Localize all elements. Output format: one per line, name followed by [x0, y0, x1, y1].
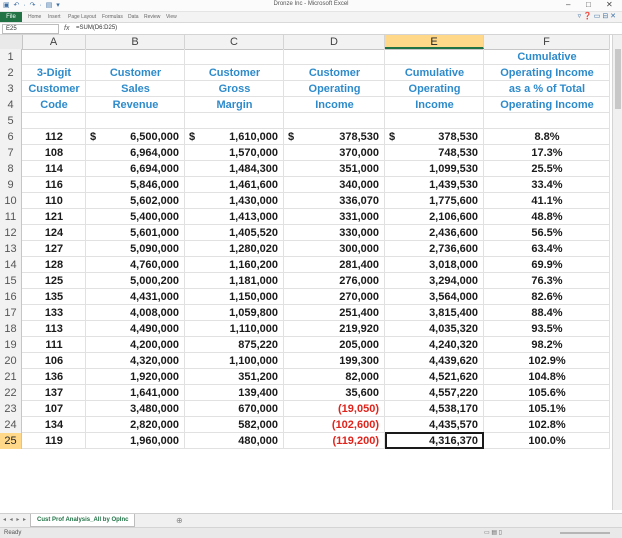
operating-income-cell[interactable]: 336,070 [339, 195, 379, 207]
new-sheet-icon[interactable]: ⊕ [176, 516, 183, 525]
customer-code-cell[interactable]: 134 [44, 419, 64, 431]
sheet-row [0, 289, 610, 305]
header-cell-a[interactable] [22, 49, 86, 65]
cumulative-income-cell[interactable]: 3,294,000 [429, 275, 478, 287]
sheet-row [0, 385, 610, 401]
sheet-row [0, 65, 610, 81]
cumulative-income-cell[interactable]: 3,018,000 [429, 259, 478, 271]
header-cell-a[interactable]: 3-Digit [36, 67, 72, 79]
column-header-f[interactable]: F [484, 35, 610, 49]
cumulative-income-cell[interactable]: 4,240,320 [429, 339, 478, 351]
header-cell-a[interactable]: Code [40, 99, 68, 111]
formula-input[interactable]: =SUM(D6:D25) [76, 25, 118, 31]
customer-code-cell[interactable]: 136 [44, 371, 64, 383]
cumulative-income-cell[interactable]: 2,106,600 [429, 211, 478, 223]
quick-access-toolbar[interactable]: ▣ ↶ · ↷ · ▤ ▾ [3, 2, 61, 9]
cumulative-pct-cell[interactable]: 82.6% [531, 291, 563, 303]
customer-code-cell[interactable]: 121 [44, 211, 64, 223]
gross-margin-cell[interactable]: 875,220 [238, 339, 278, 351]
operating-income-cell[interactable]: (19,050) [338, 403, 379, 415]
sales-revenue-cell[interactable]: 1,641,000 [130, 387, 179, 399]
tab-page-layout[interactable]: Page Layout [68, 14, 97, 20]
cumulative-income-cell[interactable]: 4,435,570 [429, 419, 478, 431]
column-header-d[interactable]: D [284, 35, 385, 49]
gross-margin-cell[interactable]: 1,405,520 [229, 227, 278, 239]
row-header[interactable]: 1 [0, 49, 22, 65]
sheet-row [0, 241, 610, 257]
tab-insert[interactable]: Insert [48, 14, 61, 20]
cumulative-pct-cell[interactable]: 98.2% [531, 339, 563, 351]
ribbon-tabs [0, 12, 622, 23]
cumulative-pct-cell[interactable]: 102.8% [528, 419, 566, 431]
cumulative-pct-cell[interactable]: 104.8% [528, 371, 566, 383]
operating-income-cell[interactable]: 340,000 [339, 179, 379, 191]
row-header[interactable]: 16 [0, 289, 22, 305]
gross-margin-cell[interactable]: 1,100,000 [229, 355, 278, 367]
row-header[interactable]: 13 [0, 241, 22, 257]
header-cell-e[interactable]: Operating [408, 83, 461, 95]
cumulative-pct-cell[interactable]: 56.5% [531, 227, 563, 239]
sheet-row [0, 177, 610, 193]
cumulative-pct-cell[interactable]: 63.4% [531, 243, 563, 255]
gross-margin-cell[interactable]: 1,150,000 [229, 291, 278, 303]
row-header[interactable]: 7 [0, 145, 22, 161]
header-cell-d[interactable]: Operating [308, 83, 361, 95]
scrollbar-thumb[interactable] [615, 49, 621, 109]
customer-code-cell[interactable]: 124 [44, 227, 64, 239]
gross-margin-cell[interactable]: 1,430,000 [229, 195, 278, 207]
sales-revenue-cell[interactable]: 4,200,000 [130, 339, 179, 351]
header-cell-e[interactable]: Income [415, 99, 454, 111]
sales-revenue-cell[interactable]: 4,490,000 [130, 323, 179, 335]
gross-margin-cell[interactable] [185, 129, 284, 145]
customer-code-cell[interactable]: 125 [44, 275, 64, 287]
sales-revenue-cell[interactable]: 5,000,200 [130, 275, 179, 287]
sheet-row [0, 145, 610, 161]
cell-value: 378,530 [339, 131, 379, 143]
sales-revenue-cell[interactable]: 1,920,000 [130, 371, 179, 383]
operating-income-cell[interactable]: 199,300 [339, 355, 379, 367]
header-cell-a[interactable]: Customer [28, 83, 80, 95]
gross-margin-cell[interactable]: 351,200 [238, 371, 278, 383]
cumulative-income-cell[interactable]: 1,439,530 [429, 179, 478, 191]
sales-revenue-cell[interactable]: 1,960,000 [130, 435, 179, 447]
currency-symbol: $ [189, 131, 196, 143]
cumulative-pct-cell[interactable]: 41.1% [531, 195, 563, 207]
cumulative-income-cell[interactable]: 4,316,370 [429, 435, 478, 447]
row-header[interactable]: 17 [0, 305, 22, 321]
row-header[interactable]: 14 [0, 257, 22, 273]
sheet-row [0, 97, 610, 113]
cumulative-pct-cell[interactable]: 33.4% [531, 179, 563, 191]
row-header[interactable]: 8 [0, 161, 22, 177]
cumulative-income-cell[interactable]: 3,564,000 [429, 291, 478, 303]
column-header-c[interactable]: C [185, 35, 284, 49]
operating-income-cell[interactable]: (102,600) [331, 419, 379, 431]
row-header[interactable]: 15 [0, 273, 22, 289]
cumulative-income-cell[interactable]: 1,099,530 [429, 163, 478, 175]
gross-margin-cell[interactable]: 1,461,600 [229, 179, 278, 191]
title-bar [0, 0, 622, 12]
sales-revenue-cell[interactable]: 4,760,000 [130, 259, 179, 271]
row-header[interactable]: 25 [0, 433, 22, 449]
operating-income-cell[interactable]: 370,000 [339, 147, 379, 159]
customer-code-cell[interactable]: 110 [45, 195, 63, 207]
formula-bar [0, 23, 622, 35]
status-text: Ready [4, 530, 22, 536]
column-header-b[interactable]: B [86, 35, 185, 49]
sales-revenue-cell[interactable]: 4,008,000 [130, 307, 179, 319]
header-cell-e[interactable] [385, 49, 484, 65]
cumulative-pct-cell[interactable]: 17.3% [531, 147, 563, 159]
sheet-row [0, 161, 610, 177]
customer-code-cell[interactable]: 128 [44, 259, 64, 271]
customer-code-cell[interactable]: 112 [45, 131, 63, 143]
cumulative-income-cell[interactable]: 4,439,620 [429, 355, 478, 367]
operating-income-cell[interactable]: (119,200) [332, 435, 379, 447]
operating-income-cell[interactable]: 281,400 [339, 259, 379, 271]
sales-revenue-cell[interactable]: 5,601,000 [130, 227, 179, 239]
sheet-row [0, 369, 610, 385]
operating-income-cell[interactable] [284, 129, 385, 145]
cumulative-pct-cell[interactable]: 93.5% [531, 323, 563, 335]
operating-income-cell[interactable]: 351,000 [339, 163, 379, 175]
gross-margin-cell[interactable]: 1,059,800 [229, 307, 278, 319]
header-cell-c[interactable]: Gross [218, 83, 251, 95]
operating-income-cell[interactable]: 219,920 [339, 323, 379, 335]
customer-code-cell[interactable]: 107 [44, 403, 64, 415]
header-cell-f[interactable]: Cumulative [517, 51, 577, 63]
customer-code-cell[interactable]: 113 [45, 323, 63, 335]
operating-income-cell[interactable]: 276,000 [339, 275, 379, 287]
tab-data[interactable]: Data [128, 14, 139, 20]
currency-symbol: $ [389, 131, 396, 143]
customer-code-cell[interactable]: 137 [44, 387, 64, 399]
cumulative-pct-cell[interactable]: 48.8% [531, 211, 563, 223]
cumulative-pct-cell[interactable]: 88.4% [531, 307, 563, 319]
header-cell-d[interactable]: Income [315, 99, 354, 111]
cumulative-pct-cell[interactable]: 8.8% [534, 131, 560, 143]
cumulative-pct-cell[interactable]: 69.9% [531, 259, 563, 271]
select-all-corner[interactable] [0, 35, 23, 49]
customer-code-cell[interactable]: 106 [44, 355, 64, 367]
sheet-row [0, 225, 610, 241]
gross-margin-cell[interactable]: 480,000 [238, 435, 278, 447]
cumulative-income-cell[interactable]: 748,530 [438, 147, 478, 159]
sales-revenue-cell[interactable]: 6,694,000 [130, 163, 179, 175]
operating-income-cell[interactable]: 205,000 [339, 339, 379, 351]
maximize-button[interactable]: □ [586, 0, 591, 9]
row-header[interactable]: 11 [0, 209, 22, 225]
zoom-slider[interactable] [560, 532, 610, 534]
operating-income-cell[interactable]: 331,000 [339, 211, 379, 223]
row-header[interactable]: 19 [0, 337, 22, 353]
gross-margin-cell[interactable]: 1,570,000 [229, 147, 278, 159]
row-header[interactable]: 4 [0, 97, 22, 113]
gross-margin-cell[interactable]: 139,400 [238, 387, 278, 399]
operating-income-cell[interactable]: 330,000 [339, 227, 379, 239]
help-icon[interactable]: ▿ ❓ ▭ ⊟ ✕ [577, 13, 616, 20]
sheet-row [0, 337, 610, 353]
row-header[interactable]: 21 [0, 369, 22, 385]
sheet-row [0, 273, 610, 289]
sheet-row [0, 193, 610, 209]
name-box[interactable]: E25 [2, 24, 59, 34]
sales-revenue-cell[interactable]: 2,820,000 [130, 419, 179, 431]
row-header[interactable]: 20 [0, 353, 22, 369]
view-buttons[interactable]: ▭ ▤ ▯ [484, 530, 502, 536]
column-header-bar [0, 35, 610, 50]
header-cell-c[interactable]: Customer [208, 67, 261, 79]
row-header[interactable]: 12 [0, 225, 22, 241]
cumulative-pct-cell[interactable]: 100.0% [528, 435, 566, 447]
tab-formulas[interactable]: Formulas [102, 14, 123, 20]
row-header[interactable]: 6 [0, 129, 22, 145]
sales-revenue-cell[interactable]: 3,480,000 [130, 403, 179, 415]
file-tab[interactable]: File [0, 12, 22, 22]
cumulative-income-cell[interactable] [385, 129, 484, 145]
tab-view[interactable]: View [166, 14, 177, 20]
sheet-row [0, 401, 610, 417]
header-cell-e[interactable]: Cumulative [404, 67, 465, 79]
gross-margin-cell[interactable]: 1,280,020 [229, 243, 278, 255]
gross-margin-cell[interactable]: 582,000 [238, 419, 278, 431]
sheet-tab-bar [0, 513, 622, 527]
customer-code-cell[interactable]: 119 [45, 435, 63, 447]
header-cell-c[interactable]: Margin [216, 99, 253, 111]
sheet-nav-arrows[interactable]: ◂ ◂ ▸ ▸ [3, 517, 28, 523]
cumulative-income-cell[interactable]: 2,436,600 [429, 227, 478, 239]
sales-revenue-cell[interactable] [86, 129, 185, 145]
sheet-row [0, 433, 610, 449]
header-cell-b[interactable] [86, 49, 185, 65]
sheet-row [0, 129, 610, 145]
header-cell-b[interactable]: Sales [121, 83, 150, 95]
cell-value: 1,610,000 [229, 131, 278, 143]
sheet-row [0, 257, 610, 273]
operating-income-cell[interactable]: 270,000 [339, 291, 379, 303]
vertical-scrollbar[interactable] [612, 35, 622, 510]
sheet-row [0, 49, 610, 65]
gross-margin-cell[interactable]: 1,484,300 [229, 163, 278, 175]
row-header[interactable]: 2 [0, 65, 22, 81]
cumulative-income-cell[interactable]: 1,775,600 [429, 195, 478, 207]
customer-code-cell[interactable]: 111 [45, 339, 63, 351]
header-cell-f[interactable]: as a % of Total [508, 83, 586, 95]
row-header[interactable]: 18 [0, 321, 22, 337]
row-header[interactable]: 23 [0, 401, 22, 417]
close-button[interactable]: ✕ [606, 0, 613, 9]
gross-margin-cell[interactable]: 1,181,000 [229, 275, 278, 287]
gross-margin-cell[interactable]: 1,160,200 [229, 259, 278, 271]
operating-income-cell[interactable]: 35,600 [345, 387, 379, 399]
row-header[interactable]: 5 [0, 113, 22, 129]
sales-revenue-cell[interactable]: 4,320,000 [130, 355, 179, 367]
tab-home[interactable]: Home [28, 14, 42, 20]
header-cell-d[interactable]: Customer [308, 67, 361, 79]
sales-revenue-cell[interactable]: 5,602,000 [130, 195, 179, 207]
sheet-row [0, 353, 610, 369]
sales-revenue-cell[interactable]: 5,090,000 [130, 243, 179, 255]
customer-code-cell[interactable]: 114 [45, 163, 63, 175]
cumulative-pct-cell[interactable]: 102.9% [528, 355, 566, 367]
row-header[interactable]: 22 [0, 385, 22, 401]
gross-margin-cell[interactable]: 1,413,000 [229, 211, 278, 223]
row-header[interactable]: 24 [0, 417, 22, 433]
cumulative-pct-cell[interactable]: 76.3% [531, 275, 563, 287]
cumulative-pct-cell[interactable]: 105.6% [528, 387, 566, 399]
header-cell-c[interactable] [185, 49, 284, 65]
sheet-row [0, 305, 610, 321]
customer-code-cell[interactable]: 127 [44, 243, 64, 255]
operating-income-cell[interactable]: 82,000 [345, 371, 379, 383]
header-cell-b[interactable]: Revenue [112, 99, 159, 111]
column-header-a[interactable]: A [22, 35, 86, 49]
cumulative-income-cell[interactable]: 4,538,170 [429, 403, 478, 415]
sheet-row [0, 81, 610, 97]
sales-revenue-cell[interactable]: 4,431,000 [130, 291, 179, 303]
cell-value: 378,530 [438, 131, 478, 143]
cumulative-income-cell[interactable]: 4,521,620 [429, 371, 478, 383]
customer-code-cell[interactable]: 108 [44, 147, 64, 159]
row-header[interactable]: 3 [0, 81, 22, 97]
cumulative-income-cell[interactable]: 4,035,320 [429, 323, 478, 335]
operating-income-cell[interactable]: 251,400 [339, 307, 379, 319]
row-header[interactable]: 9 [0, 177, 22, 193]
insert-function-icon[interactable]: fx [64, 25, 70, 32]
sales-revenue-cell[interactable]: 5,400,000 [130, 211, 179, 223]
header-cell-f[interactable]: Operating Income [500, 99, 594, 111]
sheet-tab-active[interactable]: Cust Prof Analysis_All by OpInc [30, 514, 135, 527]
sales-revenue-cell[interactable]: 5,846,000 [130, 179, 179, 191]
operating-income-cell[interactable]: 300,000 [339, 243, 379, 255]
minimize-button[interactable]: – [566, 0, 571, 9]
currency-symbol: $ [90, 131, 97, 143]
tab-review[interactable]: Review [144, 14, 161, 20]
sheet-row [0, 417, 610, 433]
status-bar [0, 527, 622, 538]
currency-symbol: $ [288, 131, 295, 143]
gross-margin-cell[interactable]: 1,110,000 [229, 323, 278, 335]
cumulative-income-cell[interactable]: 3,815,400 [429, 307, 478, 319]
customer-code-cell[interactable]: 116 [45, 179, 63, 191]
row-header[interactable]: 10 [0, 193, 22, 209]
sheet-row [0, 209, 610, 225]
gross-margin-cell[interactable]: 670,000 [238, 403, 278, 415]
customer-code-cell[interactable]: 135 [44, 291, 64, 303]
cumulative-income-cell[interactable]: 4,557,220 [429, 387, 478, 399]
cumulative-income-cell[interactable]: 2,736,600 [429, 243, 478, 255]
column-header-e[interactable]: E [385, 35, 484, 49]
cumulative-pct-cell[interactable]: 25.5% [531, 163, 563, 175]
sheet-row [0, 113, 610, 129]
header-cell-d[interactable] [284, 49, 385, 65]
cumulative-pct-cell[interactable]: 105.1% [528, 403, 566, 415]
customer-code-cell[interactable]: 133 [44, 307, 64, 319]
window-title: Dronze Inc - Microsoft Excel [273, 1, 349, 7]
cell-value: 6,500,000 [130, 131, 179, 143]
sheet-row [0, 321, 610, 337]
header-cell-b[interactable]: Customer [109, 67, 162, 79]
header-cell-f[interactable]: Operating Income [500, 67, 594, 79]
sales-revenue-cell[interactable]: 6,964,000 [130, 147, 179, 159]
